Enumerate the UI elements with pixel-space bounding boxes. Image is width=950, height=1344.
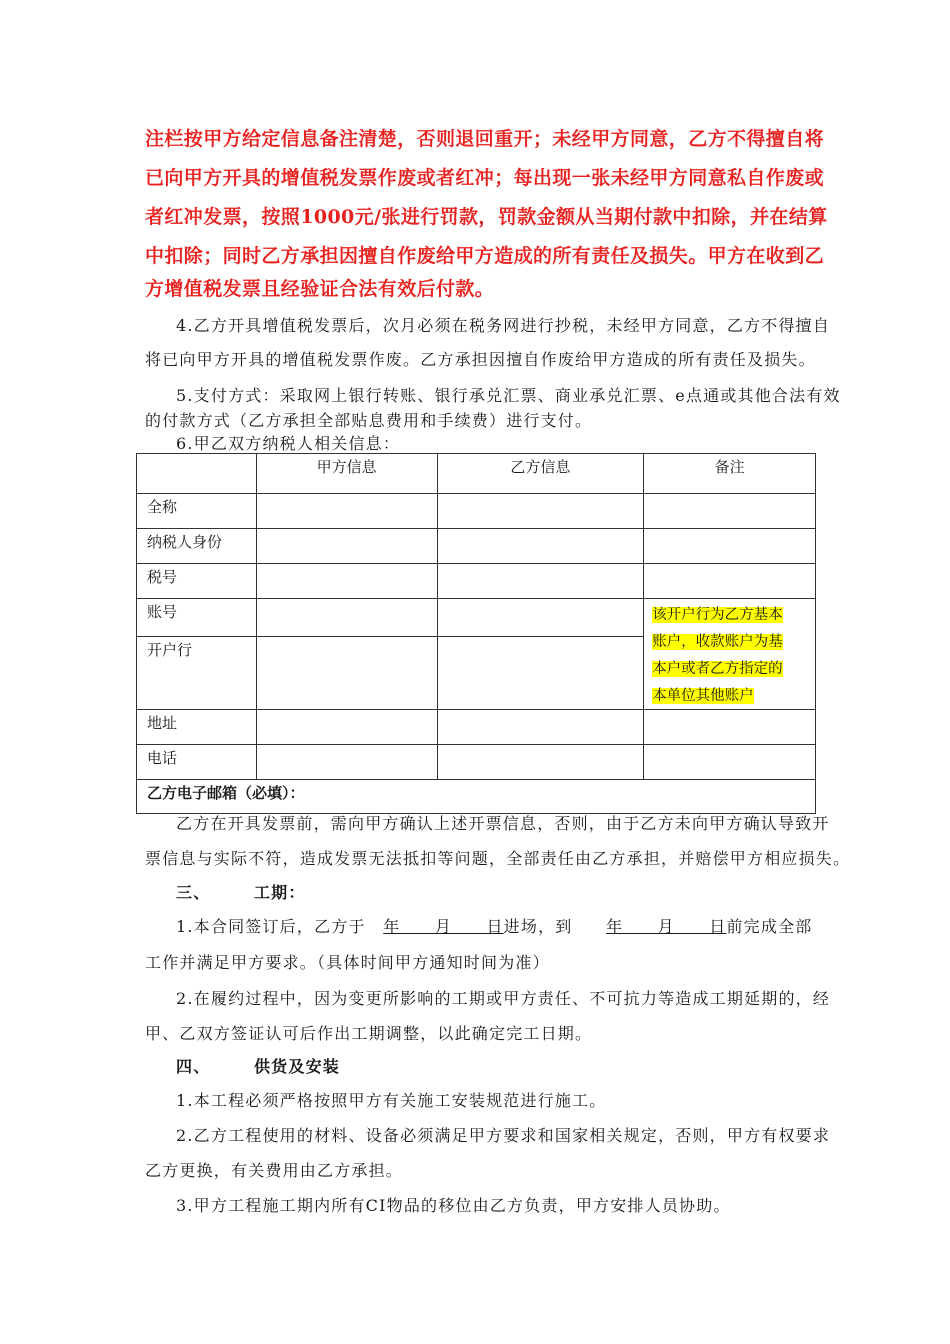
note-highlight-line-1: 该开户行为乙方基本 [652,607,783,623]
header-party-a: 甲方信息 [256,454,437,494]
cell-b-taxpayer-identity[interactable] [437,529,644,564]
cell-a-phone[interactable] [256,745,437,780]
section4-title: 供货及安装 [253,1057,340,1076]
cell-note-phone[interactable] [644,745,816,780]
s3-item1-line-1 [176,914,813,937]
row-email[interactable]: 乙方电子邮箱（必填）： [137,780,816,814]
cell-b-bank[interactable] [437,637,644,710]
cell-b-account[interactable] [437,599,644,637]
s3-item2-line-2: 甲、乙双方签证认可后作出工期调整，以此确定完工日期。 [145,1024,593,1043]
cell-note-taxpayer-identity[interactable] [644,529,816,564]
red-text-line-2: 已向甲方开具的增值税发票作废或者红冲；每出现一张未经甲方同意私自作废或 [145,167,825,189]
row-label-taxpayer-identity: 纳税人身份 [137,529,257,564]
section3-title: 工期： [253,883,306,902]
item5-line-1: 5.支付方式：采取网上银行转账、银行承兑汇票、商业承兑汇票、e点通或其他合法有效 [176,386,841,405]
s4-item2-line-1: 2.乙方工程使用的材料、设备必须满足甲方要求和国家相关规定，否则，甲方有权要求 [176,1126,831,1145]
s3-item1-text-a: 1.本合同签订后，乙方于 [176,917,366,936]
row-label-address: 地址 [137,710,257,745]
section3-heading [176,880,306,903]
start-date-blank[interactable]: 年 月 日 [383,917,504,936]
row-label-account: 账号 [137,599,257,637]
item5-line-2: 的付款方式（乙方承担全部贴息费用和手续费）进行支付。 [145,411,593,430]
s3-item1-line-2: 工作并满足甲方要求。（具体时间甲方通知时间为准） [145,953,550,972]
red-text-line-4: 中扣除；同时乙方承担因擅自作废给甲方造成的所有责任及损失。甲方在收到乙 [145,245,825,267]
cell-b-address[interactable] [437,710,644,745]
cell-a-address[interactable] [256,710,437,745]
s3-item2-line-1: 2.在履约过程中，因为变更所影响的工期或甲方责任、不可抗力等造成工期延期的，经 [176,989,831,1008]
row-label-bank: 开户行 [137,637,257,710]
cell-a-account[interactable] [256,599,437,637]
row-label-full-name: 全称 [137,494,257,529]
note-highlight-line-4: 本单位其他账户 [652,688,754,704]
cell-note-address[interactable] [644,710,816,745]
red-text-line-3: 者红冲发票，按照1000元/张进行罚款，罚款金额从当期付款中扣除，并在结算 [145,206,828,228]
note-highlight-line-2: 账户，收款账户为基 [652,634,783,650]
note-highlight-line-3: 本户或者乙方指定的 [652,661,783,677]
after-table-line-1: 乙方在开具发票前，需向甲方确认上述开票信息，否则，由于乙方未向甲方确认导致开 [176,814,830,833]
cell-a-tax-number[interactable] [256,564,437,599]
s4-item3: 3.甲方工程施工期内所有CI物品的移位由乙方负责，甲方安排人员协助。 [176,1196,731,1215]
end-date-blank[interactable]: 年 月 日 [606,917,727,936]
s4-item2-line-2: 乙方更换，有关费用由乙方承担。 [145,1161,404,1180]
item4-line-1: 4.乙方开具增值税发票后，次月必须在税务网进行抄税，未经甲方同意，乙方不得擅自 [176,316,831,335]
cell-note-bank-account [644,599,816,710]
cell-a-taxpayer-identity[interactable] [256,529,437,564]
section3-number: 三、 [176,883,211,902]
row-label-tax-number: 税号 [137,564,257,599]
row-label-phone: 电话 [137,745,257,780]
header-party-b: 乙方信息 [437,454,644,494]
cell-b-full-name[interactable] [437,494,644,529]
taxpayer-info-table [136,453,816,814]
header-empty [137,454,257,494]
header-remarks: 备注 [644,454,816,494]
item4-line-2: 将已向甲方开具的增值税发票作废。乙方承担因擅自作废给甲方造成的所有责任及损失。 [145,350,816,369]
red-text-line-5: 方增值税发票且经验证合法有效后付款。 [145,278,495,300]
cell-a-bank[interactable] [256,637,437,710]
cell-b-tax-number[interactable] [437,564,644,599]
red-text-line-1: 注栏按甲方给定信息备注清楚，否则退回重开；未经甲方同意，乙方不得擅自将 [145,128,825,150]
s4-item1: 1.本工程必须严格按照甲方有关施工安装规范进行施工。 [176,1091,607,1110]
s3-item1-text-b: 进场，到 [503,917,573,936]
section4-number: 四、 [176,1057,211,1076]
after-table-line-2: 票信息与实际不符，造成发票无法抵扣等问题，全部责任由乙方承担，并赔偿甲方相应损失。 [145,849,851,868]
s3-item1-text-c: 前完成全部 [726,917,813,936]
cell-a-full-name[interactable] [256,494,437,529]
cell-note-tax-number[interactable] [644,564,816,599]
cell-note-full-name[interactable] [644,494,816,529]
cell-b-phone[interactable] [437,745,644,780]
item6-heading: 6.甲乙双方纳税人相关信息： [176,434,401,453]
section4-heading [176,1054,340,1077]
